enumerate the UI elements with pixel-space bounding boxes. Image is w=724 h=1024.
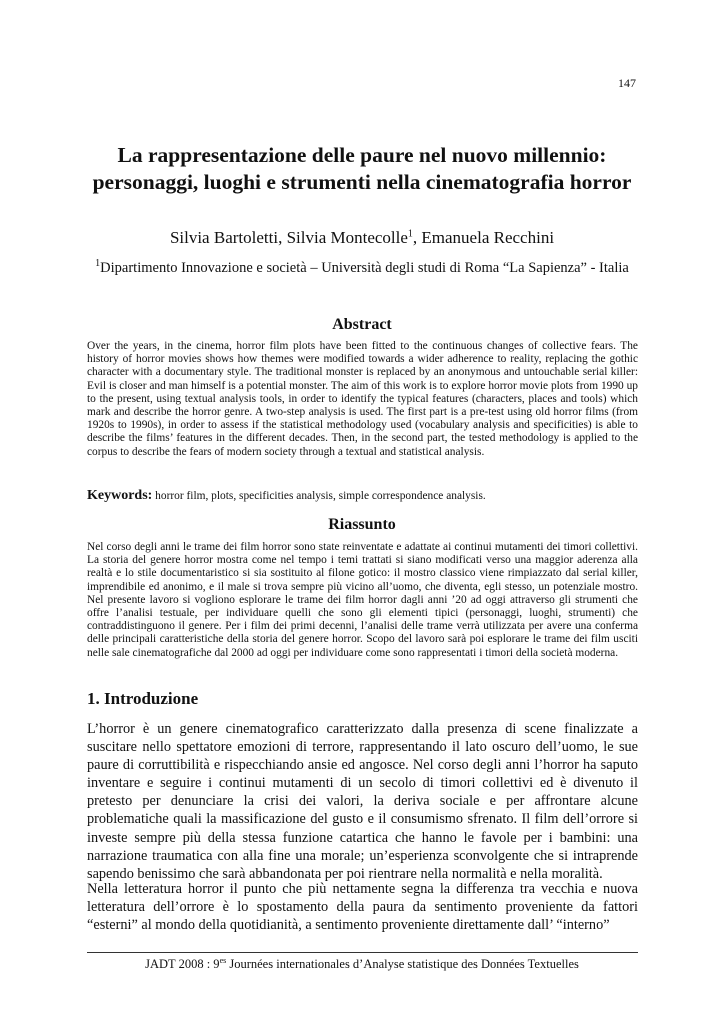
abstract-heading: Abstract <box>332 316 392 333</box>
title-line-1: La rappresentazione delle paure nel nuovo millennio: <box>117 143 607 167</box>
affiliation <box>60 258 664 278</box>
footer-rule <box>87 952 638 953</box>
paper-title <box>60 142 664 196</box>
intro-paragraph-2: Nella letteratura horror il punto che più nettamente segna la differenza tra vecchia e nuova letteratura dell’orrore è lo spostamento della paura da sentimento proveniente da fattori “esterni” al mondo della quotidianità, a sentimento proveniente direttamente dall’ “interno” <box>87 881 638 934</box>
keywords <box>87 488 638 504</box>
authors-part-2: , Emanuela Recchini <box>412 228 555 247</box>
author-list <box>60 227 664 249</box>
riassunto-text: Nel corso degli anni le trame dei film horror sono state reinventate e adattate ai continui mutamenti dei timori collettivi. La storia del genere horror mostra come nel tempo i temi trattati si siano modificati verso una maggior aderenza alla realtà e lo stile documentaristico si sia sostituito al filone gotico: il mostro classico viene rimpiazzato dal serial killer, imprendibile ed anonimo, e il male si trova sempre più vicino all’uomo, che diventa, egli stesso, un potenziale mostro. Nel presente lavoro si vogliono esplorare le trame dei film horror dagli anni ’20 ad oggi attraverso gli strumenti che offre l’analisi testuale, per individuare quelli che sono gli elementi tipici (personaggi, luoghi, strumenti) che contraddistinguono il genere. Per i film dei primi decenni, l’analisi delle trame verrà utilizzata per avere una conferma delle principali caratteristiche della storia del genere horror. Scopo del lavoro sarà poi esplorare le trame dei film usciti nelle sale cinematografiche dal 2000 ad oggi per individuare come sono rappresentati i timori della società moderna. <box>87 541 638 659</box>
riassunto-heading: Riassunto <box>328 516 396 533</box>
affiliation-text: Dipartimento Innovazione e società – Università degli studi di Roma “La Sapienza” - Italia <box>100 260 629 276</box>
footer-post: Journées internationales d’Analyse statistique des Données Textuelles <box>226 957 579 971</box>
abstract-text: Over the years, in the cinema, horror film plots have been fitted to the continuous changes of collective fears. The history of horror movies shows how themes were modified towards a wider adherence to reality, replacing the gothic character with a documentary style. The traditional monster is replaced by an anonymous and untouchable serial killer: Evil is closer and man himself is a potential monster. The aim of this work is to explore horror movie plots from 1990 up to the present, using textual analysis tools, in order to identify the typical features (characters, places and tools) which mark and describe the horror genre. A two-step analysis is used. The first part is a pre-test using old horror films (from 1920s to 1990s), in order to assess if the statistical methodology used (vocabulary analysis and specificities) is able to describe the films’ features in the different decades. Then, in the second part, the tested methodology is applied to the corpus to describe the fears of modern society through a textual and statistical analysis. <box>87 340 638 458</box>
section-heading-introduzione: 1. Introduzione <box>87 689 199 708</box>
affiliation-sup: 1 <box>95 258 101 270</box>
intro-paragraph-1: L’horror è un genere cinematografico caratterizzato dalla presenza di scene finalizzate a suscitare nello spettatore emozioni di terrore, rappresentando il lato oscuro dell’uomo, le sue paure di corruttibilità e rispecchiando ansie ed angosce. Nel corso degli anni l’horror ha saputo inventare e seguire i continui mutamenti di un secolo di timori collettivi ed è divenuto il pretesto per denunciare la crisi dei valori, la deriva sociale e per affrontare alcune problematiche quali la massificazione del gusto e il consumismo sfrenato. Il film dell’orrore si investe sempre più della stessa funzione catartica che hanno le favole per i bambini: una narrazione traumatica con alla fine una morale; un’esperienza sconvolgente che si intraprende sapendo benissimo che sarà abbandonata per poi rientrare nella normalità e nella moralità. <box>87 721 638 882</box>
keywords-text: horror film, plots, specificities analysis, simple correspondence analysis. <box>152 490 486 502</box>
footer-sup: es <box>219 955 227 965</box>
page-number: 147 <box>618 76 636 90</box>
keywords-label: Keywords: <box>87 488 153 503</box>
title-line-2: personaggi, luoghi e strumenti nella cinematografia horror <box>92 170 632 194</box>
authors-part-1: Silvia Bartoletti, Silvia Montecolle <box>169 228 408 247</box>
affiliation-marker: 1 <box>407 228 413 240</box>
page-footer <box>60 957 664 972</box>
footer-pre: JADT 2008 : 9 <box>145 957 220 971</box>
